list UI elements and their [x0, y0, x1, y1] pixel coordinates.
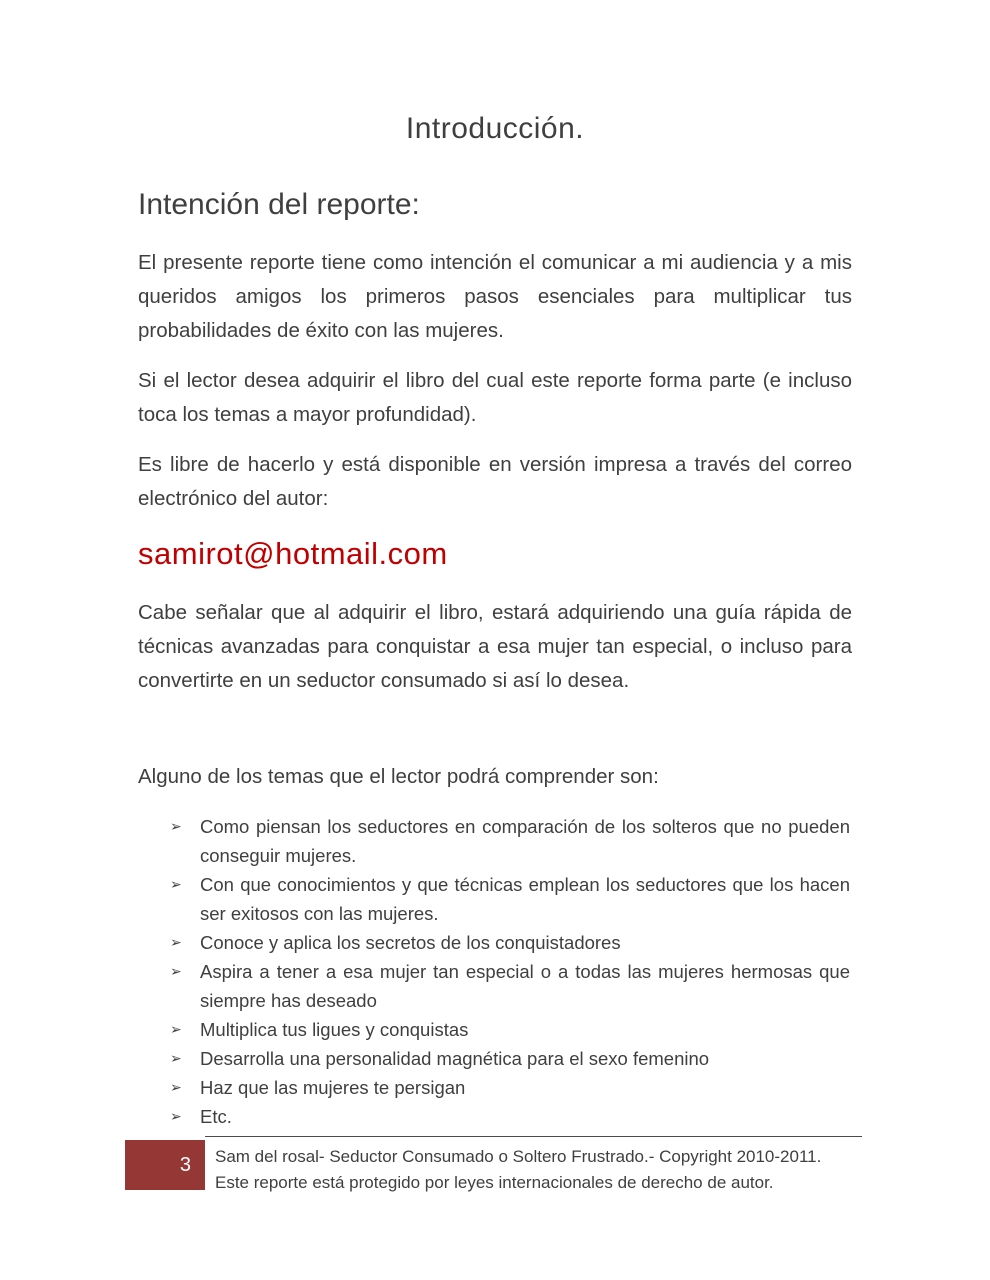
section-heading: Intención del reporte: [138, 188, 420, 221]
paragraph-guide-note: Cabe señalar que al adquirir el libro, estará adquiriendo una guía rápida de técnicas avanzadas para conquistar a esa mujer tan especial, o incluso para convertirte en un seductor consumado si así lo desea. [138, 601, 852, 692]
list-item [170, 1102, 852, 1131]
paragraph-intent: El presente reporte tiene como intención el comunicar a mi audiencia y a mis queridos amigos los primeros pasos esenciales para multiplicar tus probabilidades de éxito con las mujeres. [138, 251, 852, 342]
list-item [170, 1015, 852, 1044]
list-item [170, 870, 852, 928]
arrow-bullet-icon: ➢ [170, 1050, 182, 1066]
list-item-text: Desarrolla una personalidad magnética para el sexo femenino [200, 1048, 710, 1069]
topic-list [138, 812, 852, 1131]
list-item [170, 812, 852, 870]
footer-text [205, 1136, 862, 1196]
list-intro: Alguno de los temas que el lector podrá comprender son: [138, 765, 659, 788]
arrow-bullet-icon: ➢ [170, 1108, 182, 1124]
arrow-bullet-icon: ➢ [170, 818, 182, 834]
list-item [170, 1073, 852, 1102]
footer-copyright-line: Sam del rosal- Seductor Consumado o Soltero Frustrado.- Copyright 2010-2011. [215, 1147, 822, 1166]
list-item-text: Multiplica tus ligues y conquistas [200, 1019, 469, 1040]
paragraph-availability: Es libre de hacerlo y está disponible en versión impresa a través del correo electrónico del autor: [138, 453, 852, 510]
list-item [170, 1044, 852, 1073]
email-address[interactable]: samirot@hotmail.com [138, 536, 448, 571]
page-content [0, 112, 990, 1131]
arrow-bullet-icon: ➢ [170, 1079, 182, 1095]
list-item-text: Conoce y aplica los secretos de los conquistadores [200, 932, 621, 953]
footer-rights-line: Este reporte está protegido por leyes internacionales de derecho de autor. [215, 1173, 774, 1192]
list-item [170, 928, 852, 957]
arrow-bullet-icon: ➢ [170, 934, 182, 950]
list-item-text: Como piensan los seductores en comparación de los solteros que no pueden conseguir mujeres. [200, 816, 850, 866]
list-item-text: Con que conocimientos y que técnicas emplean los seductores que los hacen ser exitosos con las mujeres. [200, 874, 850, 924]
page-title: Introducción. [405, 112, 585, 145]
list-item-text: Etc. [200, 1106, 232, 1127]
page-number-badge: 3 [125, 1140, 205, 1190]
page-footer [125, 1136, 862, 1196]
list-item-text: Haz que las mujeres te persigan [200, 1077, 466, 1098]
list-item [170, 957, 852, 1015]
paragraph-book-offer: Si el lector desea adquirir el libro del cual este reporte forma parte (e incluso toca los temas a mayor profundidad). [138, 369, 852, 426]
list-item-text: Aspira a tener a esa mujer tan especial o a todas las mujeres hermosas que siempre has deseado [200, 961, 850, 1011]
arrow-bullet-icon: ➢ [170, 876, 182, 892]
arrow-bullet-icon: ➢ [170, 1021, 182, 1037]
arrow-bullet-icon: ➢ [170, 963, 182, 979]
